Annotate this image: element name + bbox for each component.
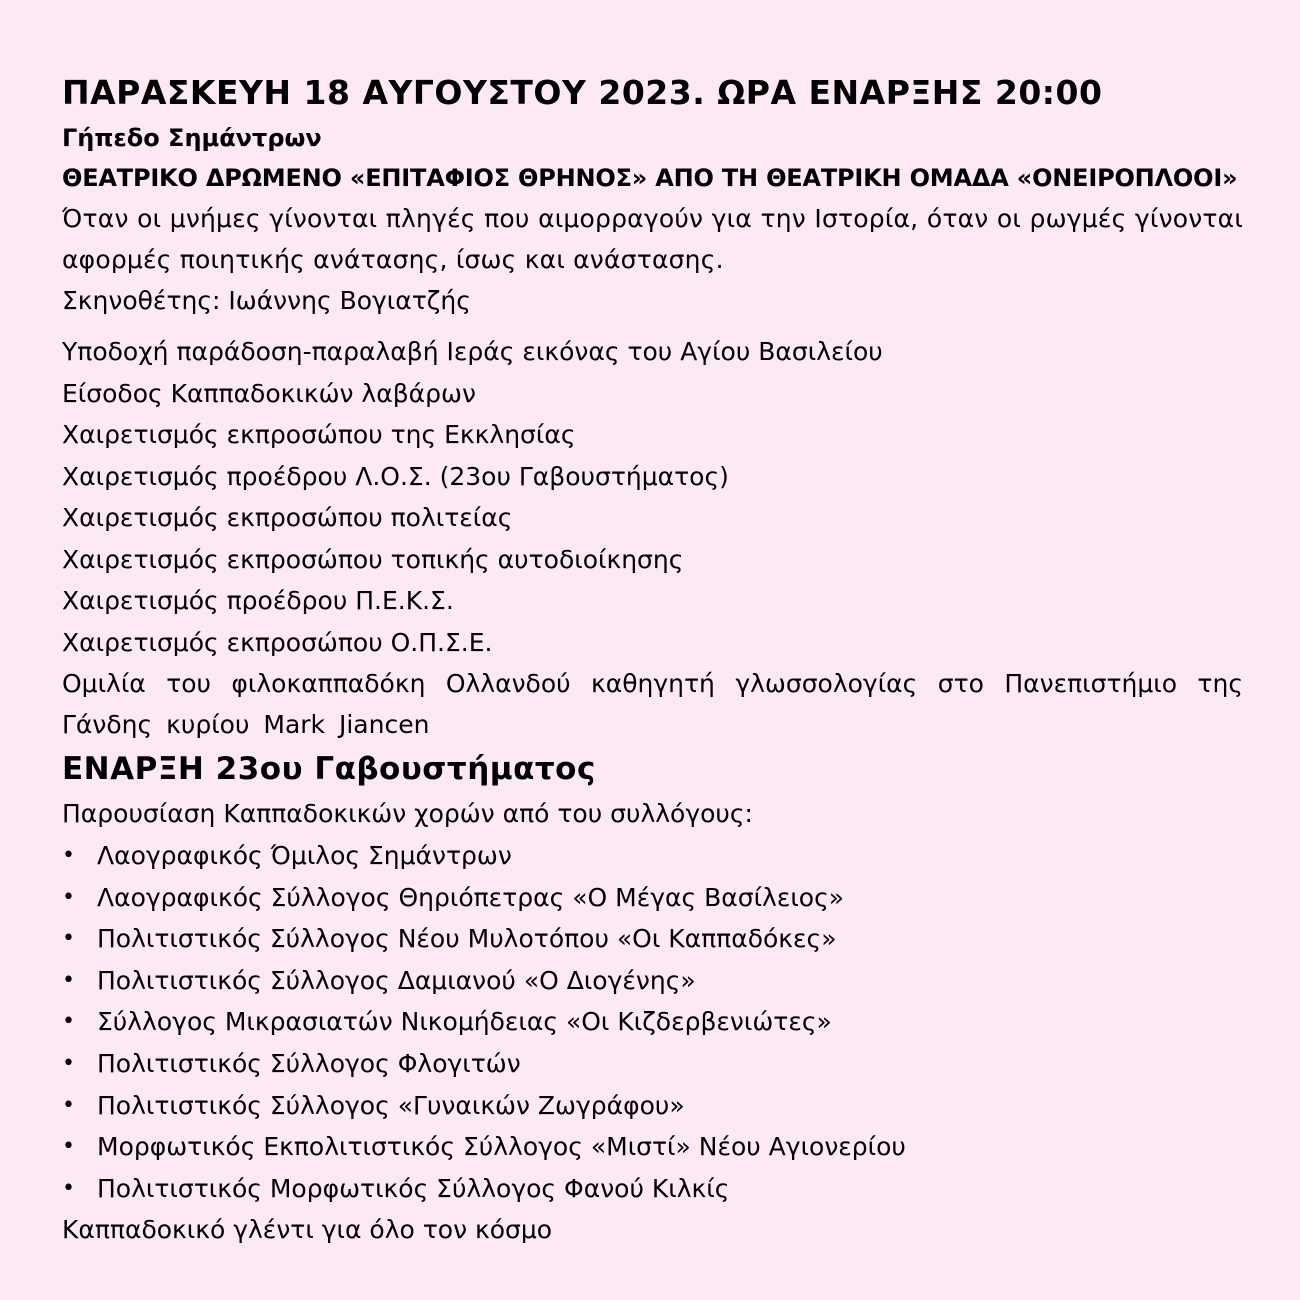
program-item: Είσοδος Καππαδοκικών λαβάρων [62, 378, 476, 408]
program-item: Χαιρετισμός εκπροσώπου της Εκκλησίας [62, 420, 576, 449]
bullet-icon: • [62, 1009, 75, 1035]
venue-label: Γήπεδο Σημάντρων [62, 124, 322, 152]
program-item: Χαιρετισμός εκπροσώπου Ο.Π.Σ.Ε. [62, 627, 493, 657]
club-name: Λαογραφικός Σύλλογος Θηριόπετρας «Ο Μέγας Βασίλειος» [97, 882, 845, 912]
bullet-icon: • [62, 1050, 75, 1076]
performance-title: ΘΕΑΤΡΙΚΟ ΔΡΩΜΕΝΟ «ΕΠΙΤΑΦΙΟΣ ΘΡΗΝΟΣ» ΑΠΟ ΤΗ ΘΕΑΤΡΙΚΗ ΟΜΑΔΑ «ΟΝΕΙΡΟΠΛΟΟΙ» [62, 164, 1238, 192]
program-item: Χαιρετισμός προέδρου Π.Ε.Κ.Σ. [62, 586, 454, 615]
club-list-item [62, 1001, 1243, 1043]
club-list-item [62, 1043, 1243, 1085]
program-item: Χαιρετισμός προέδρου Λ.Ο.Σ. (23ου Γαβουστήματος) [62, 461, 729, 491]
club-name: Πολιτιστικός Σύλλογος «Γυναικών Ζωγράφου» [97, 1090, 685, 1120]
program-item: Χαιρετισμός εκπροσώπου πολιτείας [62, 503, 513, 532]
club-name: Πολιτιστικός Σύλλογος Φλογιτών [97, 1048, 521, 1078]
bullet-icon: • [62, 1175, 75, 1201]
club-name: Πολιτιστικός Σύλλογος Δαμιανού «Ο Διογένης» [97, 965, 696, 995]
club-list-item [62, 918, 1243, 960]
program-item: Χαιρετισμός εκπροσώπου τοπικής αυτοδιοίκησης [62, 544, 684, 574]
program-list [62, 331, 1243, 663]
bullet-icon: • [62, 843, 75, 868]
director-credit: Σκηνοθέτης: Ιωάννης Βογιατζής [62, 286, 471, 315]
event-date-heading: ΠΑΡΑΣΚΕΥΗ 18 ΑΥΓΟΥΣΤΟΥ 2023. ΩΡΑ ΕΝΑΡΞΗΣ 20:00 [62, 73, 1103, 112]
closing-line: Καππαδοκικό γλέντι για όλο τον κόσμο [62, 1215, 553, 1245]
club-name: Μορφωτικός Εκπολιτιστικός Σύλλογος «Μιστί» Νέου Αγιονερίου [97, 1132, 906, 1162]
club-name: Λαογραφικός Όμιλος Σημάντρων [97, 841, 512, 870]
event-program [62, 68, 1243, 1251]
bullet-icon: • [62, 1092, 75, 1118]
club-list-item [62, 877, 1243, 919]
bullet-icon: • [62, 926, 75, 952]
club-list-item [62, 1126, 1243, 1168]
club-name: Σύλλογος Μικρασιατών Νικομήδειας «Οι Κιζδερβενιώτες» [97, 1007, 832, 1037]
bullet-icon: • [62, 967, 75, 993]
dances-intro: Παρουσίαση Καππαδοκικών χορών από του συλλόγους: [62, 799, 753, 828]
speech-item: Ομιλία του φιλοκαππαδόκη Ολλανδού καθηγητή γλωσσολογίας στο Πανεπιστήμιο της Γάνδης κυρίου Mark Jiancen [62, 669, 1243, 739]
club-list-item [62, 1168, 1243, 1210]
opening-heading: ΕΝΑΡΞΗ 23ου Γαβουστήματος [62, 751, 596, 787]
club-list-item [62, 835, 1243, 877]
club-name: Πολιτιστικός Μορφωτικός Σύλλογος Φανού Κιλκίς [97, 1173, 730, 1203]
bullet-icon: • [62, 884, 75, 910]
club-list-item [62, 960, 1243, 1002]
program-item: Υποδοχή παράδοση-παραλαβή Ιεράς εικόνας του Αγίου Βασιλείου [62, 337, 883, 366]
club-name: Πολιτιστικός Σύλλογος Νέου Μυλοτόπου «Οι Καππαδόκες» [97, 924, 837, 954]
performance-description: Όταν οι μνήμες γίνονται πληγές που αιμορραγούν για την Ιστορία, όταν οι ρωγμές γίνονται αφορμές ποιητικής ανάτασης, ίσως και ανάστασης. [62, 204, 1243, 274]
bullet-icon: • [62, 1134, 75, 1160]
club-list [62, 835, 1243, 1209]
club-list-item [62, 1085, 1243, 1127]
